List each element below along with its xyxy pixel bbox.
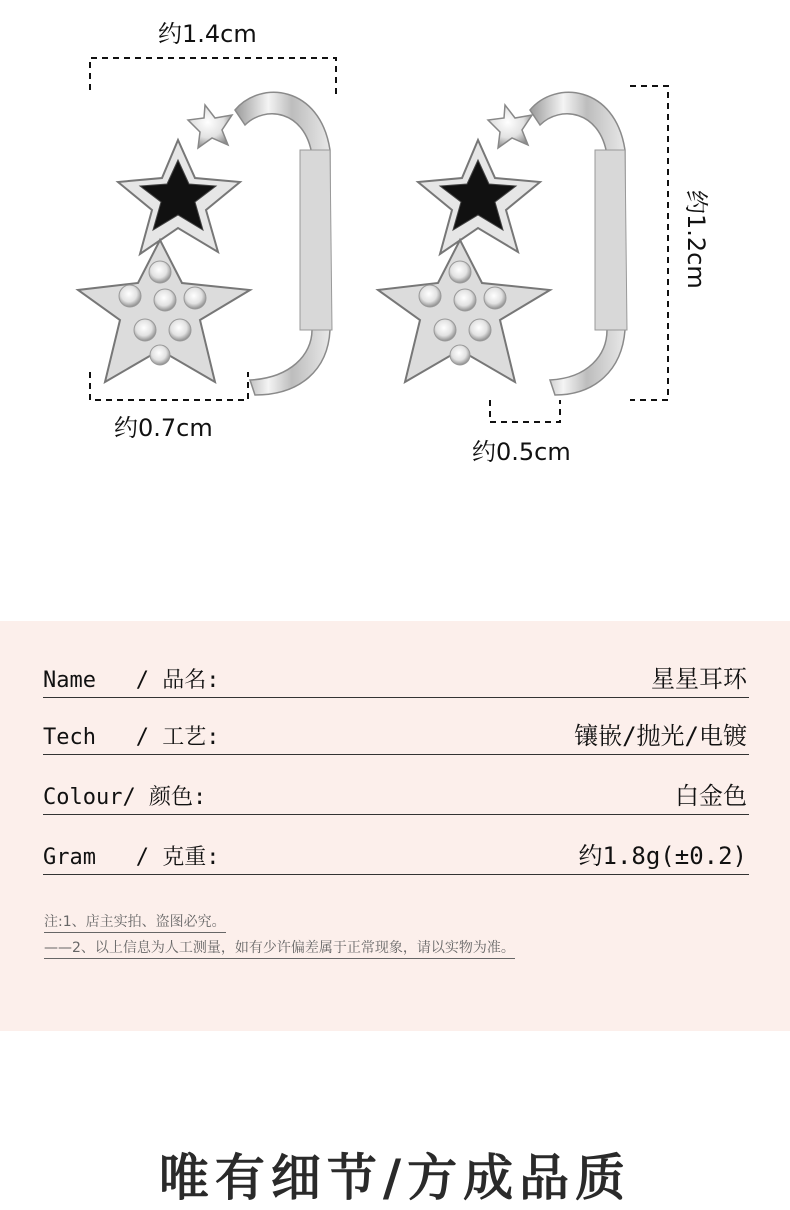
left-earring [78, 92, 332, 395]
spec-row-tech [43, 722, 749, 755]
height-dimension-label: 约1.2cm [682, 190, 710, 289]
spec-row-name [43, 665, 749, 698]
section-title: 唯有细节/方成品质 [158, 1149, 632, 1207]
note-line-1: 注:1、店主实拍、盗图必究。 [44, 911, 226, 933]
spec-value: 白金色 [675, 782, 747, 810]
width-dimension-label: 约1.4cm [158, 20, 257, 48]
spec-value: 镶嵌/抛光/电镀 [574, 722, 747, 750]
right-earring [378, 92, 627, 395]
spec-panel [0, 621, 790, 1031]
spec-value: 星星耳环 [651, 665, 747, 693]
earring-product-image [0, 0, 790, 600]
star-width-dimension-label: 约0.7cm [114, 414, 213, 442]
hoop-width-dimension-label: 约0.5cm [472, 438, 571, 466]
spec-key: Tech / 工艺: [43, 725, 220, 750]
spec-row-gram [43, 842, 749, 875]
spec-key: Name / 品名: [43, 668, 220, 693]
spec-key: Gram / 克重: [43, 845, 220, 870]
spec-row-colour [43, 782, 749, 815]
spec-value: 约1.8g(±0.2) [578, 842, 747, 870]
spec-key: Colour/ 颜色: [43, 785, 207, 810]
note-line-2: ——2、以上信息为人工测量，如有少许偏差属于正常现象，请以实物为准。 [44, 937, 515, 959]
